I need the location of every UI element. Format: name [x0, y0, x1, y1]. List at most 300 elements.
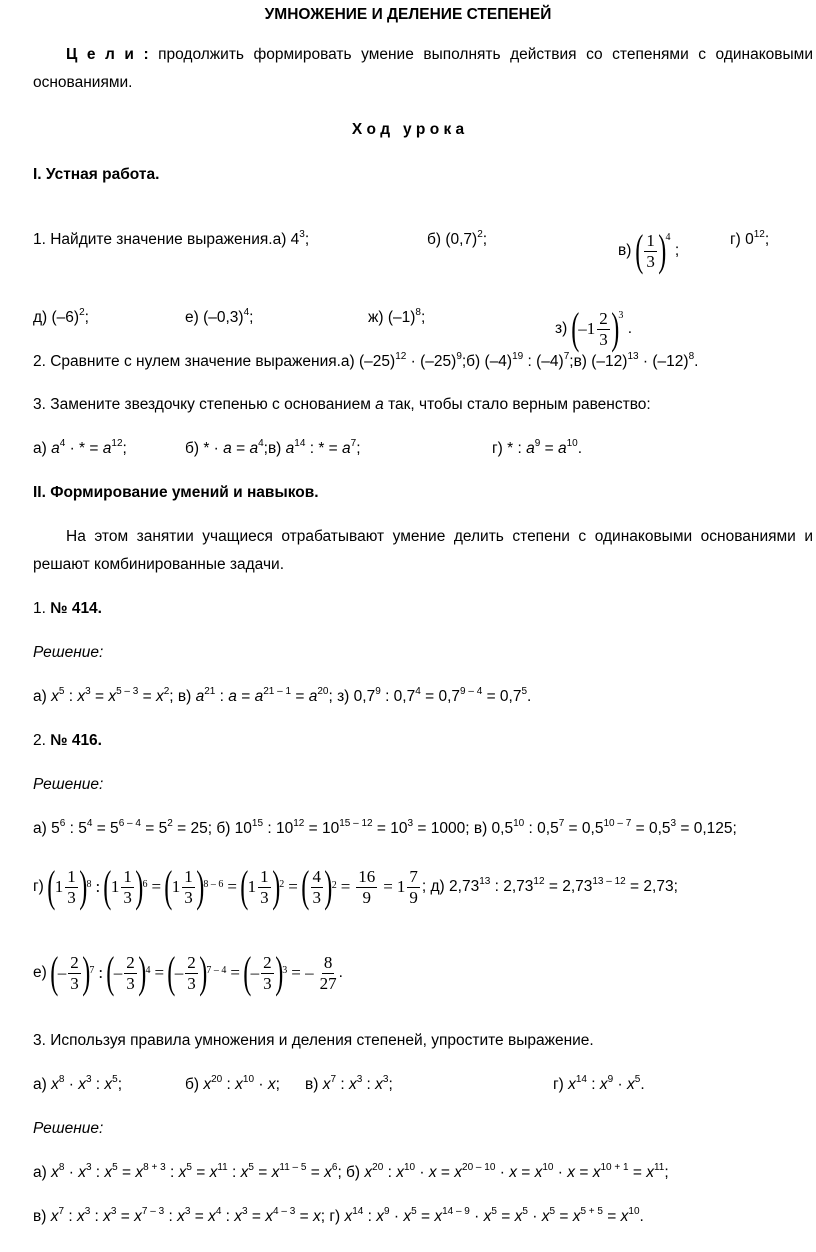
denominator: 27: [319, 973, 337, 993]
right-paren: ): [271, 862, 280, 911]
denominator: 9: [409, 887, 418, 907]
numerator: 2: [126, 952, 135, 972]
denominator: 3: [184, 887, 193, 907]
text: · * =: [65, 440, 103, 457]
text: г) * :: [492, 440, 527, 457]
text: =: [253, 1164, 272, 1181]
variable: x: [534, 1164, 543, 1181]
variable: a: [249, 440, 259, 457]
task3-c: [492, 438, 582, 460]
left-paren: (: [167, 948, 176, 997]
text: = 0,5: [631, 820, 671, 837]
left-paren: (: [47, 862, 56, 911]
exponent: 5: [522, 1206, 528, 1217]
text: ;: [275, 1076, 280, 1093]
text: ;: [764, 231, 770, 248]
exponent: 9: [534, 438, 541, 449]
text: :: [91, 1076, 105, 1093]
text: в): [305, 1076, 323, 1093]
text: а): [33, 1076, 52, 1093]
text: =: [603, 1208, 621, 1225]
task1-g: [368, 307, 425, 329]
exponent: 5 + 5: [580, 1206, 603, 1217]
left-paren: (: [240, 862, 249, 911]
variable: a: [557, 440, 567, 457]
exponent: 3: [85, 1074, 92, 1085]
whole-part: 1: [247, 877, 257, 896]
variable: x: [434, 1208, 443, 1225]
fraction: [65, 867, 78, 908]
mixed-fraction: [397, 862, 422, 912]
exponent: 3: [670, 818, 677, 829]
exponent: 8: [415, 307, 421, 318]
variable: a: [102, 440, 112, 457]
left-paren: (: [164, 862, 173, 911]
whole-part: 1: [110, 877, 120, 896]
fraction: [261, 953, 274, 994]
goals-paragraph: [33, 41, 813, 97]
parenthesized-fraction-power: [244, 948, 287, 998]
text: ·: [389, 1208, 404, 1225]
section-skills-text: На этом занятии учащиеся отрабатывают умение делить степени с одинаковыми основаниями и решают комбинированные задачи.: [33, 528, 813, 573]
text: = 0,5: [564, 820, 604, 837]
text: ·: [64, 1076, 79, 1093]
operator: :: [95, 877, 101, 896]
goals-label: Ц е л и :: [66, 46, 149, 63]
text: =: [116, 1208, 135, 1225]
text: а) 5: [33, 820, 60, 837]
text: :: [587, 1076, 600, 1093]
minus-sign: –: [250, 963, 260, 982]
text: = 5: [140, 820, 168, 837]
text: =: [416, 1208, 435, 1225]
exponent: 3: [85, 1162, 92, 1173]
text: = 2,73: [544, 878, 593, 896]
text: :: [363, 1208, 377, 1225]
mixed-fraction: [354, 867, 379, 908]
text: ;: [249, 309, 254, 326]
text: б) * ·: [185, 440, 224, 457]
exponent: 4: [86, 818, 93, 829]
fraction: [68, 953, 81, 994]
right-paren: ): [138, 948, 147, 997]
exponent: 5: [411, 1206, 417, 1217]
text: ·: [527, 1208, 542, 1225]
numerator: 2: [187, 952, 196, 972]
variable: x: [428, 1164, 437, 1181]
text: ·: [469, 1208, 484, 1225]
variable: x: [203, 1076, 212, 1093]
section-oral-heading: I. Устная работа.: [33, 166, 160, 183]
variable: x: [178, 1164, 187, 1181]
exponent: 4: [215, 1206, 222, 1217]
text: ;: [670, 242, 680, 260]
text: .: [577, 440, 582, 457]
exponent: 2: [167, 818, 173, 829]
text: ;б) (–4): [461, 353, 513, 370]
text: =: [191, 1164, 210, 1181]
text: =: [575, 1164, 593, 1181]
variable: x: [646, 1164, 654, 1181]
variable: x: [541, 1208, 550, 1225]
fraction: [258, 867, 271, 908]
whole-part: 1: [54, 877, 64, 896]
text: 3. Замените звездочку степенью с основанием: [33, 396, 376, 413]
exponent: 12: [753, 229, 765, 240]
exponent: 12: [293, 818, 305, 829]
denominator: 3: [70, 973, 79, 993]
exponent: 5 – 3: [116, 686, 139, 697]
variable: x: [177, 1208, 185, 1225]
exponent: 13 – 12: [592, 876, 626, 888]
text: =: [291, 688, 309, 705]
variable: x: [240, 1164, 249, 1181]
text: =: [628, 1164, 647, 1181]
exponent: 7: [58, 1206, 65, 1217]
right-paren: ): [135, 862, 144, 911]
fraction: [597, 309, 610, 350]
text: г) 0: [730, 231, 754, 248]
task1-e: [33, 307, 89, 329]
text: = 10: [372, 820, 408, 837]
text: : 10: [263, 820, 294, 837]
text: :: [91, 1164, 105, 1181]
text: : 0,7: [380, 688, 416, 705]
mixed-fraction: [318, 953, 339, 994]
variable: x: [271, 1164, 280, 1181]
exponent: 5: [491, 1206, 497, 1217]
numerator: 1: [260, 866, 269, 886]
variable: a: [223, 440, 232, 457]
variable: x: [483, 1208, 492, 1225]
exponent: 15 – 12: [339, 818, 373, 829]
bold-text: № 414.: [50, 600, 102, 617]
exponent: 20: [317, 686, 329, 697]
text: а): [33, 688, 52, 705]
text: а): [33, 440, 52, 457]
exponent: 4: [243, 307, 250, 318]
exponent: 4: [665, 232, 671, 243]
text: · (–25): [406, 353, 457, 370]
exponent: 6: [59, 818, 66, 829]
exponent: 3: [85, 686, 91, 697]
exponent: 4: [145, 965, 151, 976]
variable: x: [104, 1164, 113, 1181]
right-paren: ): [324, 862, 333, 911]
operator: =: [151, 877, 162, 896]
variable: x: [348, 1076, 357, 1093]
text: ;: [420, 309, 426, 326]
exponent: 11 – 5: [279, 1162, 307, 1173]
exponent: 2: [163, 686, 170, 697]
exponent: 14 – 9: [442, 1206, 470, 1217]
fraction: [121, 867, 134, 908]
exponent: 5: [521, 686, 528, 697]
left-paren: (: [50, 948, 59, 997]
left-paren: (: [103, 862, 112, 911]
variable: x: [77, 688, 86, 705]
text: ;в): [263, 440, 286, 457]
variable: a: [51, 440, 60, 457]
text: ;: [117, 1076, 123, 1093]
exponent: 11: [653, 1162, 665, 1173]
exponent: 5: [549, 1206, 556, 1217]
text: · (–12): [638, 353, 689, 370]
text: =: [496, 1208, 515, 1225]
variable: x: [267, 1076, 276, 1093]
text: .: [527, 688, 532, 705]
variable: a: [342, 440, 351, 457]
exponent: 7 – 4: [206, 965, 227, 976]
operator: =: [227, 877, 237, 896]
text: ·: [415, 1164, 429, 1181]
exponent: 14: [294, 438, 306, 449]
goals-text: продолжить формировать умение выполнять действия со степенями с одинаковыми основаниями.: [33, 46, 813, 91]
variable: x: [51, 1076, 59, 1093]
exponent: 3: [618, 310, 624, 321]
variable: a: [375, 396, 384, 413]
text: 2.: [33, 732, 51, 749]
parenthesized-fraction-power: [107, 948, 150, 998]
exponent: 13: [627, 351, 639, 362]
exponent: 3: [282, 965, 288, 976]
variable: x: [78, 1164, 86, 1181]
exponent: 4: [258, 438, 264, 449]
fraction: [407, 867, 420, 908]
fraction: [182, 867, 195, 908]
text: = 0,7: [420, 688, 461, 705]
solution-label: Решение:: [33, 1120, 104, 1137]
text: з): [555, 320, 572, 338]
exponent: 3: [84, 1206, 91, 1217]
text: б) (0,7): [427, 231, 478, 248]
parenthesized-fraction-power: [635, 226, 671, 275]
text: = 5: [92, 820, 119, 837]
text: ·: [553, 1164, 568, 1181]
exponent: 2: [279, 879, 285, 890]
exponent: 8: [688, 351, 695, 362]
text: = 10: [304, 820, 340, 837]
variable: x: [76, 1208, 85, 1225]
exponent: 5: [248, 1162, 254, 1173]
numerator: 2: [70, 952, 79, 972]
variable: a: [195, 688, 205, 705]
exercise-416-solution-e: [33, 948, 343, 998]
solution-label: Решение:: [33, 644, 104, 661]
text: .: [640, 1076, 645, 1093]
denominator: 3: [123, 887, 132, 907]
minus-sign: –: [57, 963, 67, 982]
exponent: 3: [242, 1206, 248, 1217]
parenthesized-fraction-power: [302, 863, 337, 911]
right-paren: ): [79, 862, 88, 911]
text: е): [33, 964, 52, 982]
text: ;в) (–12): [569, 353, 628, 370]
exponent: 2: [331, 880, 337, 891]
variable: x: [209, 1164, 218, 1181]
exponent: 10: [566, 438, 578, 449]
variable: x: [572, 1208, 581, 1225]
variable: a: [526, 440, 535, 457]
task1-a: [33, 229, 309, 251]
text: е) (–0,3): [185, 309, 244, 326]
text: .: [639, 1208, 644, 1225]
text: =: [138, 688, 156, 705]
task3b: 3. Используя правила умножения и деления степеней, упростите выражение.: [33, 1032, 594, 1049]
text: 2. Сравните с нулем значение выражения.а) (–25): [33, 353, 396, 370]
denominator: 3: [312, 887, 322, 907]
text: :: [222, 1076, 236, 1093]
task1-h: [555, 304, 633, 353]
task3b-solution-vg: [33, 1206, 644, 1228]
variable: x: [50, 1208, 59, 1225]
exponent: 20: [372, 1162, 384, 1173]
exponent: 5: [58, 686, 65, 697]
fraction: [185, 953, 198, 994]
variable: a: [228, 688, 237, 705]
whole-part: 1: [586, 319, 596, 338]
task3-a: [33, 438, 127, 460]
text: ;: [122, 440, 127, 457]
left-paren: (: [635, 226, 644, 275]
exponent: 13: [479, 876, 491, 888]
text: г): [553, 1076, 569, 1093]
denominator: 3: [646, 251, 655, 271]
variable: x: [620, 1208, 629, 1225]
task3-b: [185, 438, 361, 460]
text: 1.: [33, 600, 51, 617]
operator: =: [383, 877, 393, 896]
numerator: 1: [123, 866, 132, 886]
operator: =: [288, 877, 298, 896]
variable: x: [108, 688, 117, 705]
fraction: [320, 953, 337, 994]
text: = 2,73;: [625, 878, 678, 896]
numerator: 7: [409, 866, 418, 886]
variable: x: [155, 688, 164, 705]
text: : (–4): [523, 353, 564, 370]
text: ·: [64, 1164, 79, 1181]
variable: x: [567, 1164, 576, 1181]
parenthesized-fraction-power: [570, 304, 624, 353]
exponent: 10: [628, 1206, 640, 1217]
task3b-b: [185, 1074, 280, 1096]
variable: x: [376, 1208, 384, 1225]
text: д) (–6): [33, 309, 80, 326]
exponent: 8 + 3: [143, 1162, 166, 1173]
variable: x: [208, 1208, 216, 1225]
exponent: 6: [331, 1162, 338, 1173]
text: в): [33, 1208, 51, 1225]
exercise-416-solution-gd: [33, 862, 678, 912]
text: : 5: [65, 820, 87, 837]
exponent: 12: [395, 351, 407, 362]
exponent: 3: [382, 1074, 389, 1085]
fraction: [124, 953, 137, 994]
exponent: 10 – 7: [603, 818, 632, 829]
exponent: 8: [58, 1074, 65, 1085]
text: ; г): [320, 1208, 345, 1225]
exponent: 6: [142, 879, 148, 890]
variable: x: [234, 1208, 243, 1225]
text: ·: [495, 1164, 510, 1181]
text: :: [215, 688, 229, 705]
text: ;: [356, 440, 361, 457]
variable: x: [104, 1076, 113, 1093]
variable: x: [592, 1164, 601, 1181]
text: ;: [84, 309, 89, 326]
variable: x: [324, 1164, 332, 1181]
text: ·: [613, 1076, 628, 1093]
exponent: 14: [575, 1074, 587, 1085]
numerator: 1: [67, 866, 76, 886]
variable: x: [51, 688, 59, 705]
parenthesized-fraction-power: [168, 948, 226, 998]
text: :: [164, 1208, 178, 1225]
text: :: [90, 1208, 104, 1225]
right-paren: ): [658, 226, 667, 275]
text: ж) (–1): [368, 309, 416, 326]
solution-label: Решение:: [33, 776, 104, 793]
variable: a: [285, 440, 295, 457]
variable: x: [51, 1164, 59, 1181]
minus-sign: –: [174, 963, 184, 982]
text: : * =: [305, 440, 343, 457]
text: б): [185, 1076, 204, 1093]
parenthesized-fraction-power: [241, 862, 284, 912]
denominator: 3: [126, 973, 135, 993]
exponent: 7: [350, 438, 357, 449]
variable: x: [134, 1208, 142, 1225]
variable: x: [509, 1164, 517, 1181]
text: = 1000; в) 0,5: [413, 820, 514, 837]
text: :: [165, 1164, 179, 1181]
text: =: [117, 1164, 136, 1181]
left-paren: (: [301, 862, 310, 911]
text: ; б): [337, 1164, 365, 1181]
text: =: [436, 1164, 455, 1181]
operator: :: [98, 963, 104, 982]
exponent: 12: [533, 876, 545, 888]
exponent: 4 – 3: [273, 1206, 296, 1217]
text: : 2,73: [490, 878, 534, 896]
exercise-414-solution: [33, 686, 531, 708]
exponent: 8: [58, 1162, 65, 1173]
denominator: 3: [67, 887, 76, 907]
exponent: 10: [242, 1074, 255, 1085]
variable: x: [322, 1076, 331, 1093]
exponent: 15: [251, 818, 264, 829]
task3b-a: [33, 1074, 122, 1096]
fraction: [356, 867, 377, 908]
right-paren: ): [196, 862, 205, 911]
exponent: 2: [79, 307, 85, 318]
exponent: 10: [403, 1162, 416, 1173]
text: =: [306, 1164, 325, 1181]
exponent: 8 – 6: [203, 879, 224, 890]
text: :: [362, 1076, 376, 1093]
text: =: [555, 1208, 573, 1225]
operator: =: [340, 877, 351, 896]
parenthesized-fraction-power: [51, 948, 94, 998]
text: ; з) 0,7: [328, 688, 376, 705]
exponent: 10 + 1: [600, 1162, 629, 1173]
right-paren: ): [274, 948, 283, 997]
variable: x: [344, 1208, 353, 1225]
exponent: 7: [330, 1074, 337, 1085]
right-paren: ): [611, 304, 620, 353]
text: :: [227, 1164, 241, 1181]
